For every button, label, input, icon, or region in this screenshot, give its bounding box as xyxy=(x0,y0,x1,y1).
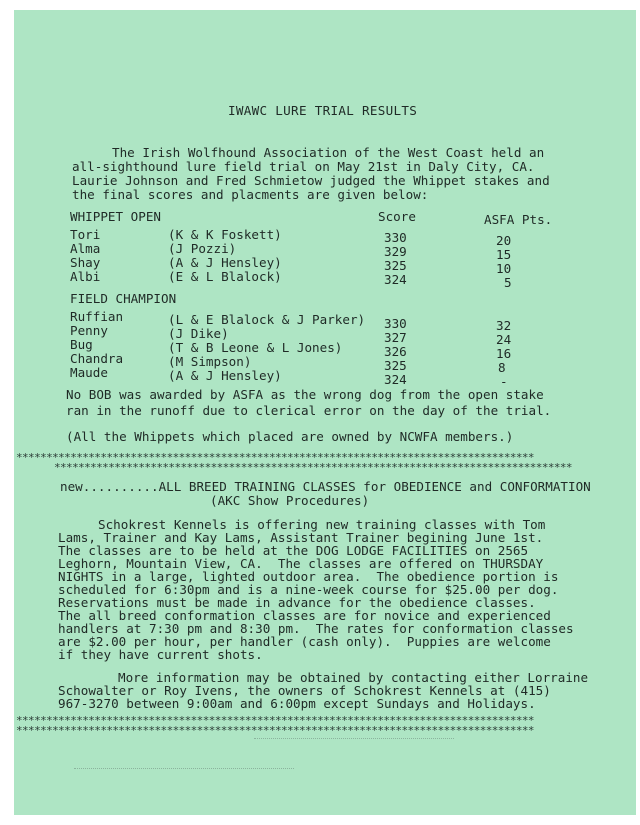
contact-line: Schowalter or Roy Ivens, the owners of Schokrest Kennels at (415) xyxy=(58,683,551,698)
newsletter-page xyxy=(14,10,636,815)
score: 324 xyxy=(384,272,407,287)
separator: ************************************************************************************** xyxy=(16,451,534,464)
dog-name: Albi xyxy=(70,269,101,284)
bob-note-line-2: ran in the runoff due to clerical error on the day of the trial. xyxy=(66,403,552,418)
owner: (M Simpson) xyxy=(168,354,252,369)
dog-name: Bug xyxy=(70,337,93,352)
score-column-header: Score xyxy=(378,209,416,224)
whippet-open-heading: WHIPPET OPEN xyxy=(70,209,161,224)
asfa-points: - xyxy=(500,374,508,389)
owner: (A & J Hensley) xyxy=(168,368,282,383)
score: 330 xyxy=(384,230,407,245)
score: 329 xyxy=(384,244,407,259)
ownership-note: (All the Whippets which placed are owned by NCWFA members.) xyxy=(66,429,514,444)
asfa-points: 24 xyxy=(496,332,512,347)
intro-line-2: all-sighthound lure field trial on May 21st in Daly City, CA. xyxy=(72,159,535,174)
classes-body-line: scheduled for 6:30pm and is a nine-week course for $25.00 per dog. xyxy=(58,582,559,597)
classes-subheading: (AKC Show Procedures) xyxy=(210,493,370,508)
dog-name: Chandra xyxy=(70,351,124,366)
owner: (K & K Foskett) xyxy=(168,227,282,242)
asfa-points: 20 xyxy=(496,233,512,248)
score: 324 xyxy=(384,372,407,387)
score: 325 xyxy=(384,258,407,273)
classes-body-line: Schokrest Kennels is offering new training classes with Tom xyxy=(98,517,546,532)
dog-name: Penny xyxy=(70,323,108,338)
classes-body-line: Reservations must be made in advance for the obedience classes. xyxy=(58,595,536,610)
dog-name: Alma xyxy=(70,241,101,256)
classes-body-line: are $2.00 per hour, per handler (cash only). Puppies are welcome xyxy=(58,634,551,649)
asfa-points: 5 xyxy=(504,275,512,290)
intro-line-4: the final scores and placments are given below: xyxy=(72,187,429,202)
score: 325 xyxy=(384,358,407,373)
asfa-points-column-header: ASFA Pts. xyxy=(484,212,553,227)
asfa-points: 10 xyxy=(496,261,512,276)
dog-name: Ruffian xyxy=(70,309,124,324)
classes-body-line: The all breed conformation classes are for novice and experienced xyxy=(58,608,551,623)
asfa-points: 8 xyxy=(498,360,506,375)
asfa-points: 32 xyxy=(496,318,512,333)
separator: ************************************************************************************** xyxy=(54,461,572,474)
classes-heading: new..........ALL BREED TRAINING CLASSES for OBEDIENCE and CONFORMATION xyxy=(60,479,591,494)
score: 330 xyxy=(384,316,407,331)
classes-body-line: NIGHTS in a large, lighted outdoor area. The obedience portion is xyxy=(58,569,559,584)
owner: (T & B Leone & L Jones) xyxy=(168,340,343,355)
classes-body-line: if they have current shots. xyxy=(58,647,263,662)
owner: (A & J Hensley) xyxy=(168,255,282,270)
classes-body-line: Leghorn, Mountain View, CA. The classes are offered on THURSDAY xyxy=(58,556,544,571)
intro-line-3: Laurie Johnson and Fred Schmietow judged the Whippet stakes and xyxy=(72,173,550,188)
owner: (J Pozzi) xyxy=(168,241,237,256)
score: 326 xyxy=(384,344,407,359)
dog-name: Shay xyxy=(70,255,101,270)
owner: (L & E Blalock & J Parker) xyxy=(168,312,366,327)
separator: ************************************************************************************** xyxy=(16,714,534,727)
classes-body-line: handlers at 7:30 pm and 8:30 pm. The rates for conformation classes xyxy=(58,621,574,636)
bleed-through-mark xyxy=(74,768,294,773)
dog-name: Tori xyxy=(70,227,101,242)
bleed-through-mark xyxy=(254,738,454,743)
field-champion-heading: FIELD CHAMPION xyxy=(70,291,177,306)
contact-line: 967-3270 between 9:00am and 6:00pm except Sundays and Holidays. xyxy=(58,696,536,711)
dog-name: Maude xyxy=(70,365,108,380)
score: 327 xyxy=(384,330,407,345)
classes-body-line: The classes are to be held at the DOG LODGE FACILITIES on 2565 xyxy=(58,543,529,558)
owner: (E & L Blalock) xyxy=(168,269,282,284)
separator: ************************************************************************************** xyxy=(16,724,534,737)
contact-line: More information may be obtained by contacting either Lorraine xyxy=(118,670,589,685)
intro-line-1: The Irish Wolfhound Association of the West Coast held an xyxy=(112,145,545,160)
asfa-points: 16 xyxy=(496,346,512,361)
bob-note-line-1: No BOB was awarded by ASFA as the wrong dog from the open stake xyxy=(66,387,544,402)
page-title: IWAWC LURE TRIAL RESULTS xyxy=(228,103,418,118)
classes-body-line: Lams, Trainer and Kay Lams, Assistant Trainer begining June 1st. xyxy=(58,530,544,545)
asfa-points: 15 xyxy=(496,247,512,262)
owner: (J Dike) xyxy=(168,326,229,341)
